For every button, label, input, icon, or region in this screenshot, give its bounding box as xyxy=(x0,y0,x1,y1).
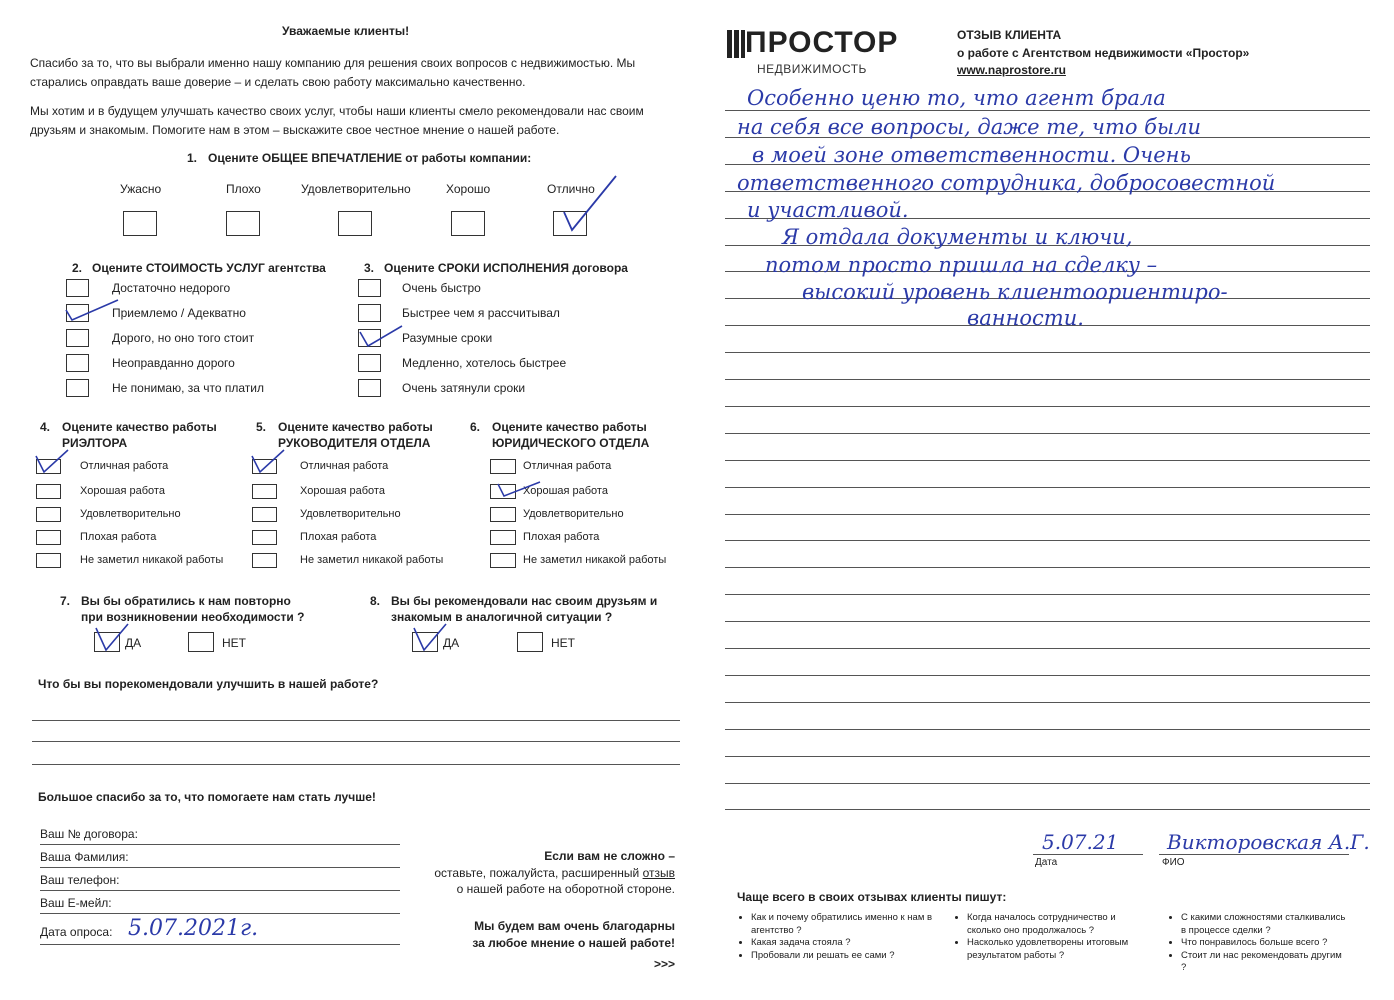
q3-checkbox[interactable] xyxy=(358,379,381,397)
q1-title: Оцените ОБЩЕЕ ВПЕЧАТЛЕНИЕ от работы компании: xyxy=(208,151,532,165)
q3-option-label: Очень быстро xyxy=(402,281,481,295)
review-link[interactable]: отзыв xyxy=(642,866,675,880)
q7-no-label: НЕТ xyxy=(222,636,246,650)
q8-number: 8. xyxy=(370,594,381,608)
review-title: ОТЗЫВ КЛИЕНТА xyxy=(957,28,1062,42)
q2-checkbox[interactable] xyxy=(66,354,89,372)
q1-option-label: Отлично xyxy=(547,182,595,196)
q4-checkbox[interactable] xyxy=(36,507,61,522)
q1-option-label: Хорошо xyxy=(446,182,491,196)
writing-line[interactable] xyxy=(725,433,1370,434)
writing-line[interactable] xyxy=(725,514,1370,515)
q4-checkbox[interactable] xyxy=(36,530,61,545)
surname-field[interactable] xyxy=(40,867,400,868)
q8-yes-checkbox[interactable] xyxy=(412,632,438,652)
writing-line[interactable] xyxy=(725,110,1370,111)
hint-item: • Когда началось сотрудничество и сколько оно продолжалось ? xyxy=(967,912,1145,937)
q5-checkbox[interactable] xyxy=(252,484,277,499)
side-note-line4: Мы будем вам очень благодарны xyxy=(474,919,675,933)
side-note-line5: за любое мнение о нашей работе! xyxy=(472,936,675,950)
q1-checkbox-terrible[interactable] xyxy=(123,211,157,236)
writing-line[interactable] xyxy=(725,756,1370,757)
q4-checkbox[interactable] xyxy=(36,484,61,499)
surname-label: Ваша Фамилия: xyxy=(40,850,129,864)
q3-checkbox[interactable] xyxy=(358,279,381,297)
q3-option-label: Медленно, хотелось быстрее xyxy=(402,356,567,370)
q2-option-label: Достаточно недорого xyxy=(112,281,231,295)
review-text-line: ванности. xyxy=(967,306,1084,330)
hints-title: Чаще всего в своих отзывах клиенты пишут: xyxy=(737,890,1007,904)
q5-checkbox[interactable] xyxy=(252,507,277,522)
q3-option-label: Разумные сроки xyxy=(402,331,493,345)
q1-number: 1. xyxy=(187,151,198,165)
q5-checkbox[interactable] xyxy=(252,553,277,568)
q6-number: 6. xyxy=(470,420,481,434)
q8-title-line1: Вы бы рекомендовали нас своим друзьям и xyxy=(391,594,658,608)
writing-line[interactable] xyxy=(725,540,1370,541)
q6-checkbox[interactable] xyxy=(490,553,516,568)
q6-checkbox[interactable] xyxy=(490,484,516,499)
writing-line[interactable] xyxy=(725,702,1370,703)
q2-checkbox[interactable] xyxy=(66,304,89,322)
writing-line[interactable] xyxy=(725,729,1370,730)
q6-checkbox[interactable] xyxy=(490,507,516,522)
q5-title-line2: РУКОВОДИТЕЛЯ ОТДЕЛА xyxy=(278,436,431,450)
writing-line[interactable] xyxy=(725,460,1370,461)
q1-checkbox-satisfactory[interactable] xyxy=(338,211,372,236)
side-note-line2: оставьте, пожалуйста, расширенный отзыв xyxy=(434,866,675,880)
contract-field[interactable] xyxy=(40,844,400,845)
writing-line[interactable] xyxy=(725,675,1370,676)
q5-option-label: Удовлетворительно xyxy=(300,508,401,520)
review-subtitle: о работе с Агентством недвижимости «Простор» xyxy=(957,46,1250,60)
phone-label: Ваш телефон: xyxy=(40,873,120,887)
logo-text: ПРОСТОР xyxy=(745,26,899,59)
q6-checkbox[interactable] xyxy=(490,459,516,474)
q4-checkbox[interactable] xyxy=(36,459,61,474)
writing-line[interactable] xyxy=(725,621,1370,622)
phone-field[interactable] xyxy=(40,890,400,891)
q6-option-label: Отличная работа xyxy=(523,460,612,472)
q6-title-line2: ЮРИДИЧЕСКОГО ОТДЕЛА xyxy=(492,436,650,450)
review-text-line: потом просто пришла на сделку – xyxy=(765,253,1158,277)
q7-yes-checkbox[interactable] xyxy=(94,632,120,652)
writing-line[interactable] xyxy=(725,809,1370,810)
next-page-arrows: >>> xyxy=(653,957,675,971)
review-date-value: 5.07.21 xyxy=(1042,830,1119,854)
q3-checkbox[interactable] xyxy=(358,354,381,372)
q4-option-label: Отличная работа xyxy=(80,460,169,472)
q4-title-line2: РИЭЛТОРА xyxy=(62,436,128,450)
q1-option-label: Удовлетворительно xyxy=(301,182,411,196)
q3-option-label: Быстрее чем я рассчитывал xyxy=(402,306,560,320)
q5-checkbox[interactable] xyxy=(252,459,277,474)
review-page-right xyxy=(697,0,1394,1000)
writing-line[interactable] xyxy=(725,594,1370,595)
q3-option-label: Очень затянули сроки xyxy=(402,381,526,395)
q4-number: 4. xyxy=(40,420,51,434)
q4-title-line1: Оцените качество работы xyxy=(62,420,217,434)
improve-question: Что бы вы порекомендовали улучшить в нашей работе? xyxy=(38,677,379,691)
intro-paragraph-1: Спасибо за то, что вы выбрали именно нашу компанию для решения своих вопросов с недвижимостью. Мы старались оправдать ваше доверие – и сделать свою работу максимально качественно. xyxy=(30,56,636,89)
q8-title-line2: знакомым в аналогичной ситуации ? xyxy=(391,610,613,624)
review-text-line: на себя все вопросы, даже те, что были xyxy=(737,115,1201,139)
hints-column-1 xyxy=(739,912,939,962)
q5-option-label: Хорошая работа xyxy=(300,485,385,497)
q4-option-label: Удовлетворительно xyxy=(80,508,181,520)
side-note-line3: о нашей работе на оборотной стороне. xyxy=(456,882,675,896)
q8-yes-label: ДА xyxy=(443,636,460,650)
client-name-field[interactable] xyxy=(1159,854,1349,855)
q8-no-label: НЕТ xyxy=(551,636,575,650)
q7-title-line1: Вы бы обратились к нам повторно xyxy=(81,594,291,608)
q2-option-label: Не понимаю, за что платил xyxy=(112,381,265,395)
q2-number: 2. xyxy=(72,261,83,275)
email-label: Ваш E-мейл: xyxy=(40,896,112,910)
q4-option-label: Хорошая работа xyxy=(80,485,165,497)
contract-label: Ваш № договора: xyxy=(40,827,138,841)
writing-line[interactable] xyxy=(725,379,1370,380)
q2-checkbox[interactable] xyxy=(66,279,89,297)
q4-checkbox[interactable] xyxy=(36,553,61,568)
q3-title: Оцените СРОКИ ИСПОЛНЕНИЯ договора xyxy=(384,261,628,275)
q2-option-label: Приемлемо / Адекватно xyxy=(112,306,246,320)
q6-title-line1: Оцените качество работы xyxy=(492,420,647,434)
q5-option-label: Не заметил никакой работы xyxy=(300,554,444,566)
writing-line[interactable] xyxy=(725,648,1370,649)
logo-subtitle: НЕДВИЖИМОСТЬ xyxy=(757,62,867,76)
q6-option-label: Не заметил никакой работы xyxy=(523,554,667,566)
q3-checkbox[interactable] xyxy=(358,304,381,322)
q3-number: 3. xyxy=(364,261,375,275)
q8-no-checkbox[interactable] xyxy=(517,632,543,652)
review-text-line: высокий уровень клиентоориентиро- xyxy=(802,280,1228,304)
q6-option-label: Удовлетворительно xyxy=(523,508,624,520)
q7-yes-label: ДА xyxy=(125,636,142,650)
q7-no-checkbox[interactable] xyxy=(188,632,214,652)
writing-line[interactable] xyxy=(725,567,1370,568)
q6-checkbox[interactable] xyxy=(490,530,516,545)
hint-item: • Стоит ли нас рекомендовать другим ? xyxy=(1181,950,1349,975)
q5-option-label: Отличная работа xyxy=(300,460,389,472)
writing-line[interactable] xyxy=(725,352,1370,353)
review-text-line: и участливой. xyxy=(747,198,909,222)
q5-option-label: Плохая работа xyxy=(300,531,377,543)
q4-option-label: Не заметил никакой работы xyxy=(80,554,224,566)
q7-number: 7. xyxy=(60,594,71,608)
q1-checkbox-excellent[interactable] xyxy=(553,211,587,236)
q2-checkbox[interactable] xyxy=(66,329,89,347)
q4-option-label: Плохая работа xyxy=(80,531,157,543)
hint-item: • Как и почему обратились именно к нам в агентство ? xyxy=(751,912,939,937)
review-date-field[interactable] xyxy=(1033,854,1143,855)
client-name-value: Викторовская А.Г. xyxy=(1167,830,1370,854)
q6-option-label: Плохая работа xyxy=(523,531,600,543)
q2-checkbox[interactable] xyxy=(66,379,89,397)
writing-line[interactable] xyxy=(725,487,1370,488)
greeting-title: Уважаемые клиенты! xyxy=(282,24,410,38)
survey-date-label: Дата опроса: xyxy=(40,925,113,939)
q2-option-label: Неоправданно дорого xyxy=(112,356,235,370)
writing-line[interactable] xyxy=(725,406,1370,407)
review-text-line: Особенно ценю то, что агент брала xyxy=(747,86,1166,110)
writing-line[interactable] xyxy=(725,783,1370,784)
hint-item: • Что понравилось больше всего ? xyxy=(1181,937,1349,950)
q6-option-label: Хорошая работа xyxy=(523,485,608,497)
client-name-label: ФИО xyxy=(1162,857,1185,868)
thanks-text: Большое спасибо за то, что помогаете нам стать лучше! xyxy=(38,790,376,804)
hints-column-2 xyxy=(955,912,1145,962)
review-text-line: ответственного сотрудника, добросовестной xyxy=(737,171,1276,195)
q5-checkbox[interactable] xyxy=(252,530,277,545)
q1-option-label: Плохо xyxy=(226,182,261,196)
review-text-line: Я отдала документы и ключи, xyxy=(782,225,1133,249)
q5-title-line1: Оцените качество работы xyxy=(278,420,433,434)
review-date-label: Дата xyxy=(1035,857,1058,868)
website-link[interactable]: www.naprostore.ru xyxy=(957,63,1066,77)
q3-checkbox[interactable] xyxy=(358,329,381,347)
date-field[interactable] xyxy=(40,944,400,945)
q1-option-label: Ужасно xyxy=(120,182,162,196)
intro-paragraph-2: Мы хотим и в будущем улучшать качество своих услуг, чтобы наши клиенты смело рекомендовали нас своим друзьям и знакомым. Помогите нам в этом – выскажите свое честное мнение о нашей работе. xyxy=(30,104,644,137)
hint-item: • Насколько удовлетворены итоговым результатом работы ? xyxy=(967,937,1145,962)
q1-checkbox-bad[interactable] xyxy=(226,211,260,236)
q5-number: 5. xyxy=(256,420,267,434)
survey-date-value: 5.07.2021г. xyxy=(128,916,259,941)
email-field[interactable] xyxy=(40,913,400,914)
answer-line[interactable] xyxy=(32,720,680,721)
hint-item: • Какая задача стояла ? xyxy=(751,937,939,950)
hint-item: • С какими сложностями сталкивались в процессе сделки ? xyxy=(1181,912,1349,937)
logo-mark-icon xyxy=(727,30,745,58)
q1-checkbox-good[interactable] xyxy=(451,211,485,236)
q2-title: Оцените СТОИМОСТЬ УСЛУГ агентства xyxy=(92,261,326,275)
q7-title-line2: при возникновении необходимости ? xyxy=(81,610,305,624)
review-text-line: в моей зоне ответственности. Очень xyxy=(752,143,1191,167)
answer-line[interactable] xyxy=(32,764,680,765)
hints-column-3 xyxy=(1169,912,1349,975)
answer-line[interactable] xyxy=(32,741,680,742)
side-note-line1: Если вам не сложно – xyxy=(544,849,675,863)
hint-item: • Пробовали ли решать ее сами ? xyxy=(751,950,939,963)
q2-option-label: Дорого, но оно того стоит xyxy=(112,331,255,345)
